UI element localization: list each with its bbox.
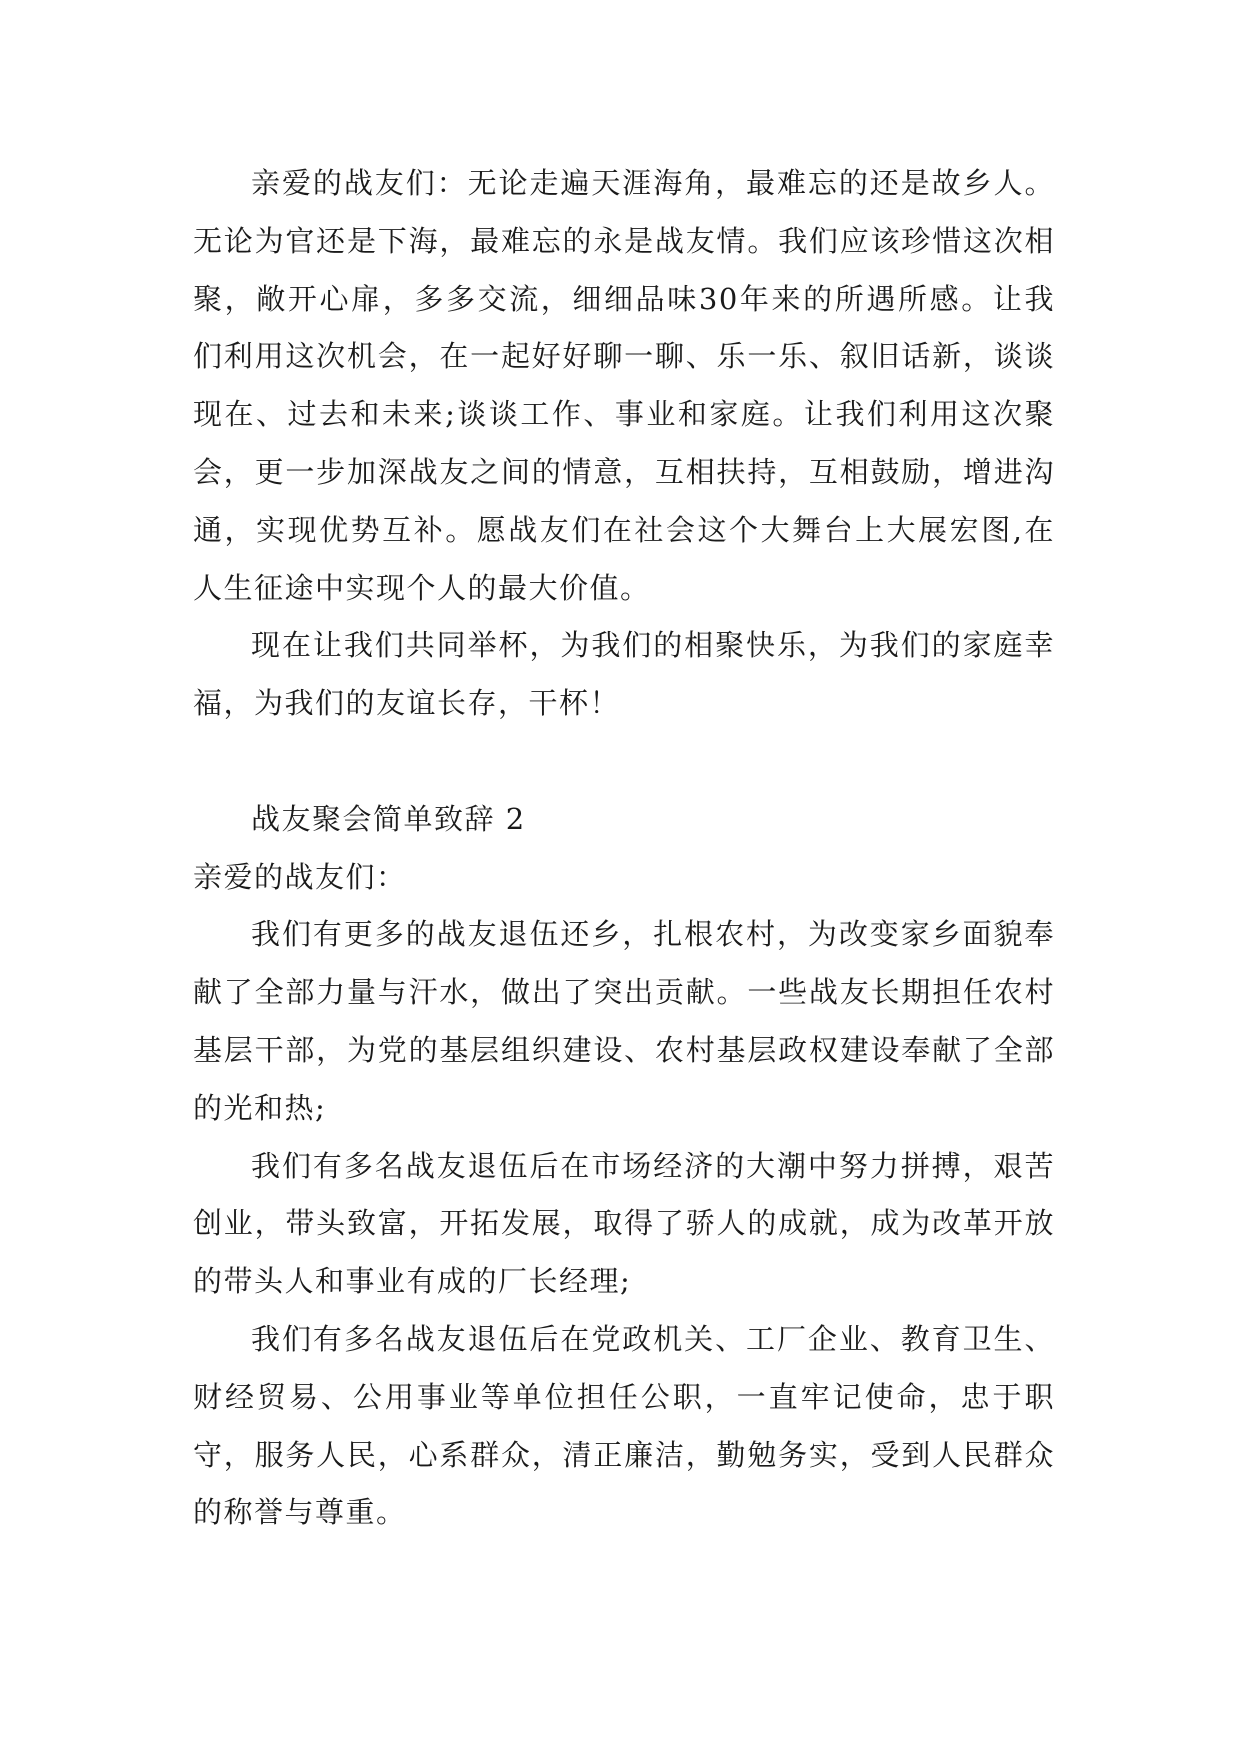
paragraph-rural: 我们有更多的战友退伍还乡，扎根农村，为改变家乡面貌奉献了全部力量与汗水，做出了突出贡献。一些战友长期担任农村基层干部，为党的基层组织建设、农村基层政权建设奉献了全部的光和热; xyxy=(193,917,1055,1125)
section-heading: 战友聚会简单致辞 2 xyxy=(251,801,526,836)
salutation: 亲爱的战友们： xyxy=(193,859,407,894)
paragraph-toast-intro: 亲爱的战友们：无论走遍天涯海角，最难忘的还是故乡人。无论为官还是下海，最难忘的永是战友情。我们应该珍惜这次相聚，敞开心扉，多多交流，细细品味30年来的所遇所感。让我们利用这次机会，在一起好好聊一聊、乐一乐、叙旧话新，谈谈现在、过去和未来;谈谈工作、事业和家庭。让我们利用这次聚会，更一步加深战友之间的情意，互相扶持，互相鼓励，增进沟通，实现优势互补。愿战友们在社会这个大舞台上大展宏图,在人生征途中实现个人的最大价值。 xyxy=(193,166,1055,605)
document-body xyxy=(193,155,1055,1542)
paragraph-toast-cheers: 现在让我们共同举杯，为我们的相聚快乐，为我们的家庭幸福，为我们的友谊长存，干杯！ xyxy=(193,628,1055,721)
paragraph-entrepreneurs: 我们有多名战友退伍后在市场经济的大潮中努力拼搏，艰苦创业，带头致富，开拓发展，取得了骄人的成就，成为改革开放的带头人和事业有成的厂长经理; xyxy=(193,1148,1055,1299)
paragraph-public-service: 我们有多名战友退伍后在党政机关、工厂企业、教育卫生、财经贸易、公用事业等单位担任公职，一直牢记使命，忠于职守，服务人民，心系群众，清正廉洁，勤勉务实，受到人民群众的称誉与尊重。 xyxy=(193,1321,1055,1530)
section-gap xyxy=(193,733,1055,791)
